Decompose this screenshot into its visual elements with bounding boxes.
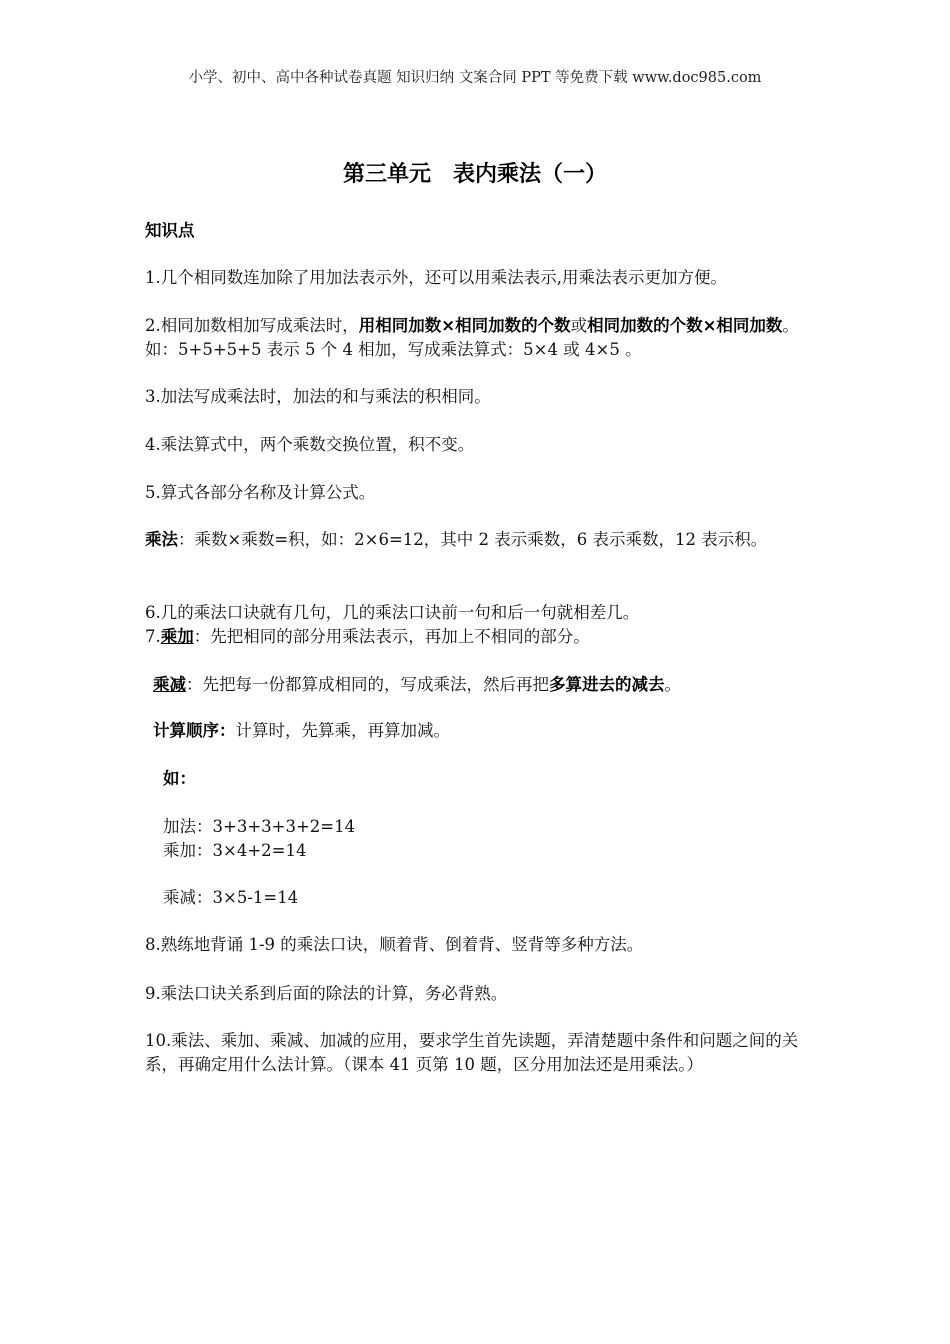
order-text: 计算时，先算乘，再算加减。 — [235, 721, 450, 740]
item-7-text: ：先把相同的部分用乘法表示，再加上不相同的部分。 — [193, 627, 590, 646]
multiplication-text: ：乘数×乘数=积，如：2×6=12，其中 2 表示乘数，6 表示乘数，12 表示积。 — [178, 530, 768, 549]
subtract-label: 乘减 — [153, 675, 186, 694]
item-6: 6.几的乘法口诀就有几句，几的乘法口诀前一句和后一句就相差几。 — [145, 603, 640, 622]
example-addition: 加法：3+3+3+3+2=14 — [163, 817, 356, 836]
subtract-text-bold: 多算进去的减去 — [549, 675, 665, 694]
item-2-example: 。如：5+5+5+5 表示 5 个 4 相加，写成乘法算式：5×4 或 4×5 。 — [145, 316, 799, 359]
page-title: 第三单元 表内乘法（一） — [342, 162, 607, 187]
subtract-definition — [153, 673, 681, 697]
item-7-label: 乘加 — [160, 627, 194, 646]
item-10: 10.乘法、乘加、乘减、加减的应用，要求学生首先读题，弄清楚题中条件和问题之间的关系，再确定用什么法计算。（课本 41 页第 10 题，区分用加法还是用乘法。） — [145, 1031, 799, 1074]
item-2-or: 或 — [570, 316, 588, 335]
multiplication-definition — [145, 528, 815, 552]
item-5: 5.算式各部分名称及计算公式。 — [145, 483, 376, 502]
item-2-formula-b: 相同加数的个数 — [587, 316, 703, 335]
item-1: 1.几个相同数连加除了用加法表示外，还可以用乘法表示,用乘法表示更加方便。 — [145, 268, 727, 287]
example-label: 如： — [163, 769, 196, 788]
item-7-number: 7. — [145, 627, 161, 646]
item-3: 3.加法写成乘法时，加法的和与乘法的积相同。 — [145, 387, 491, 406]
item-7 — [145, 625, 590, 649]
example-multiply-add: 乘加：3×4+2=14 — [163, 841, 307, 860]
example-multiply-subtract: 乘减：3×5-1=14 — [163, 888, 299, 907]
item-4: 4.乘法算式中，两个乘数交换位置，积不变。 — [145, 435, 475, 454]
page-header: 小学、初中、高中各种试卷真题 知识归纳 文案合同 PPT 等免费下载 www.doc985.com — [188, 70, 762, 86]
multiplication-label: 乘法 — [145, 530, 178, 549]
item-2-formula-c: ×相同加数 — [702, 316, 783, 335]
item-2-lead: 2.相同加数相加写成乘法时， — [145, 316, 359, 335]
subtract-text-end: 。 — [664, 675, 681, 694]
subtract-text-a: ：先把每一份都算成相同的，写成乘法，然后再把 — [186, 675, 549, 694]
item-8: 8.熟练地背诵 1-9 的乘法口诀，顺着背、倒着背、竖背等多种方法。 — [145, 935, 644, 954]
order-line — [153, 719, 450, 743]
item-9: 9.乘法口诀关系到后面的除法的计算，务必背熟。 — [145, 984, 508, 1003]
order-label: 计算顺序： — [153, 721, 236, 740]
item-2 — [145, 314, 815, 362]
section-label: 知识点 — [145, 221, 195, 240]
item-2-formula-a: 用相同加数×相同加数的个数 — [358, 316, 571, 335]
